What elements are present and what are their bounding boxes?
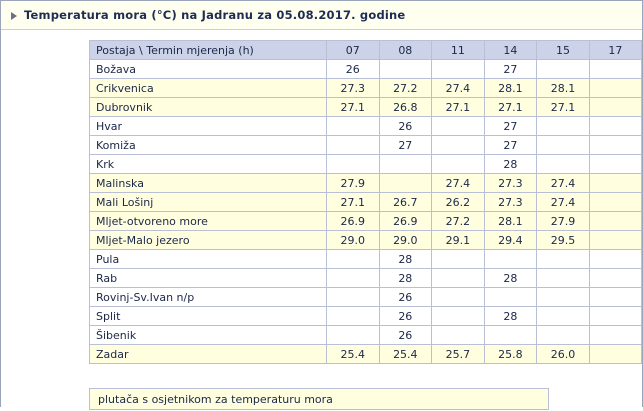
- temperature-cell: [484, 288, 537, 307]
- table-row: [90, 60, 642, 79]
- column-header-08: 08: [379, 41, 432, 60]
- temperature-cell: 28.1: [484, 79, 537, 98]
- temperature-cell: [589, 98, 641, 117]
- table-body: [90, 60, 642, 364]
- temperature-cell: [589, 307, 641, 326]
- temperature-cell: 25.7: [432, 345, 485, 364]
- triangle-right-icon: [11, 12, 17, 20]
- temperature-cell: [537, 326, 590, 345]
- temperature-cell: [327, 117, 380, 136]
- column-header-15: 15: [537, 41, 590, 60]
- temperature-cell: [589, 288, 641, 307]
- temperature-cell: 28: [379, 250, 432, 269]
- temperature-cell: [537, 250, 590, 269]
- temperature-cell: 26.2: [432, 193, 485, 212]
- table-row: [90, 307, 642, 326]
- temperature-cell: 26: [379, 307, 432, 326]
- station-name-cell: Split: [90, 307, 327, 326]
- temperature-cell: [589, 250, 641, 269]
- temperature-cell: [589, 117, 641, 136]
- temperature-cell: [589, 155, 641, 174]
- temperature-cell: [327, 136, 380, 155]
- temperature-cell: [432, 250, 485, 269]
- column-header-11: 11: [432, 41, 485, 60]
- station-name-cell: Zadar: [90, 345, 327, 364]
- temperature-cell: 28: [484, 307, 537, 326]
- station-name-cell: Dubrovnik: [90, 98, 327, 117]
- temperature-cell: 27: [379, 136, 432, 155]
- table-row: [90, 212, 642, 231]
- temperature-cell: 27: [484, 136, 537, 155]
- temperature-cell: [327, 288, 380, 307]
- temperature-cell: 27.4: [537, 174, 590, 193]
- temperature-cell: 26.9: [379, 212, 432, 231]
- table-row: [90, 174, 642, 193]
- temperature-cell: 27.3: [484, 174, 537, 193]
- temperature-cell: [327, 326, 380, 345]
- station-name-cell: Mljet-otvoreno more: [90, 212, 327, 231]
- column-header-17: 17: [589, 41, 641, 60]
- temperature-cell: [432, 307, 485, 326]
- station-name-cell: Hvar: [90, 117, 327, 136]
- station-name-cell: Crikvenica: [90, 79, 327, 98]
- temperature-cell: 25.4: [379, 345, 432, 364]
- temperature-cell: 28: [379, 269, 432, 288]
- temperature-cell: 26.7: [379, 193, 432, 212]
- station-name-cell: Šibenik: [90, 326, 327, 345]
- temperature-cell: 28.1: [484, 212, 537, 231]
- station-name-cell: Malinska: [90, 174, 327, 193]
- temperature-cell: [432, 269, 485, 288]
- temperature-cell: [537, 117, 590, 136]
- temperature-cell: 27.2: [379, 79, 432, 98]
- temperature-cell: 29.0: [327, 231, 380, 250]
- column-header-14: 14: [484, 41, 537, 60]
- page-title-bar: [1, 1, 642, 30]
- temperature-cell: 26: [327, 60, 380, 79]
- temperature-cell: 27.4: [537, 193, 590, 212]
- temperature-cell: [589, 174, 641, 193]
- temperature-cell: 29.0: [379, 231, 432, 250]
- sea-temperature-table-wrap: [89, 40, 642, 364]
- station-name-cell: Mljet-Malo jezero: [90, 231, 327, 250]
- temperature-cell: [432, 136, 485, 155]
- table-row: [90, 136, 642, 155]
- temperature-cell: [589, 79, 641, 98]
- temperature-cell: 27.2: [432, 212, 485, 231]
- temperature-cell: 27.1: [484, 98, 537, 117]
- temperature-cell: [379, 60, 432, 79]
- temperature-cell: 26.8: [379, 98, 432, 117]
- temperature-cell: [589, 326, 641, 345]
- station-name-cell: Krk: [90, 155, 327, 174]
- temperature-cell: 27.3: [327, 79, 380, 98]
- temperature-cell: [432, 326, 485, 345]
- temperature-cell: 27.9: [327, 174, 380, 193]
- temperature-cell: 26: [379, 117, 432, 136]
- temperature-cell: [327, 307, 380, 326]
- table-row: [90, 326, 642, 345]
- temperature-cell: 27.1: [537, 98, 590, 117]
- table-row: [90, 155, 642, 174]
- table-head: [90, 41, 642, 60]
- temperature-cell: 27.1: [432, 98, 485, 117]
- table-row: [90, 231, 642, 250]
- temperature-cell: 27: [484, 60, 537, 79]
- temperature-cell: 25.4: [327, 345, 380, 364]
- temperature-cell: [379, 155, 432, 174]
- page-title: Temperatura mora (°C) na Jadranu za 05.08.2017. godine: [24, 8, 406, 22]
- temperature-cell: [537, 269, 590, 288]
- temperature-cell: [379, 174, 432, 193]
- temperature-cell: [537, 307, 590, 326]
- station-name-cell: Rab: [90, 269, 327, 288]
- temperature-cell: [537, 288, 590, 307]
- temperature-cell: 27: [484, 117, 537, 136]
- temperature-cell: 25.8: [484, 345, 537, 364]
- station-name-cell: Komiža: [90, 136, 327, 155]
- temperature-cell: [327, 155, 380, 174]
- temperature-cell: [589, 212, 641, 231]
- temperature-cell: 27.1: [327, 193, 380, 212]
- station-name-cell: Mali Lošinj: [90, 193, 327, 212]
- temperature-cell: 27.3: [484, 193, 537, 212]
- temperature-cell: 28: [484, 155, 537, 174]
- temperature-cell: 26: [379, 288, 432, 307]
- temperature-cell: 29.1: [432, 231, 485, 250]
- temperature-cell: 29.4: [484, 231, 537, 250]
- temperature-cell: 27.1: [327, 98, 380, 117]
- station-name-cell: Božava: [90, 60, 327, 79]
- table-row: [90, 288, 642, 307]
- temperature-cell: 26.9: [327, 212, 380, 231]
- temperature-cell: [327, 269, 380, 288]
- temperature-cell: [589, 60, 641, 79]
- temperature-cell: [327, 250, 380, 269]
- temperature-cell: [432, 60, 485, 79]
- table-row: [90, 345, 642, 364]
- station-name-cell: Rovinj-Sv.Ivan n/p: [90, 288, 327, 307]
- temperature-cell: [432, 155, 485, 174]
- temperature-cell: [589, 136, 641, 155]
- table-row: [90, 117, 642, 136]
- temperature-cell: [484, 250, 537, 269]
- temperature-cell: 28: [484, 269, 537, 288]
- temperature-cell: 26: [379, 326, 432, 345]
- temperature-cell: 26.0: [537, 345, 590, 364]
- temperature-cell: 27.4: [432, 79, 485, 98]
- temperature-cell: 27.9: [537, 212, 590, 231]
- station-name-cell: Pula: [90, 250, 327, 269]
- temperature-cell: [537, 155, 590, 174]
- temperature-cell: [537, 136, 590, 155]
- table-row: [90, 269, 642, 288]
- sea-temperature-table: [89, 40, 642, 364]
- temperature-cell: [589, 345, 641, 364]
- temperature-cell: [432, 288, 485, 307]
- table-row: [90, 250, 642, 269]
- table-row: [90, 193, 642, 212]
- legend-text: plutača s osjetnikom za temperaturu mora: [89, 388, 549, 410]
- temperature-cell: [589, 193, 641, 212]
- temperature-cell: [589, 269, 641, 288]
- page-content: [1, 30, 642, 407]
- column-header-station: Postaja \ Termin mjerenja (h): [90, 41, 327, 60]
- table-row: [90, 98, 642, 117]
- temperature-cell: 27.4: [432, 174, 485, 193]
- table-header-row: [90, 41, 642, 60]
- table-row: [90, 79, 642, 98]
- column-header-07: 07: [327, 41, 380, 60]
- temperature-cell: [432, 117, 485, 136]
- temperature-cell: [537, 60, 590, 79]
- temperature-cell: [589, 231, 641, 250]
- temperature-cell: 28.1: [537, 79, 590, 98]
- temperature-cell: 29.5: [537, 231, 590, 250]
- temperature-cell: [484, 326, 537, 345]
